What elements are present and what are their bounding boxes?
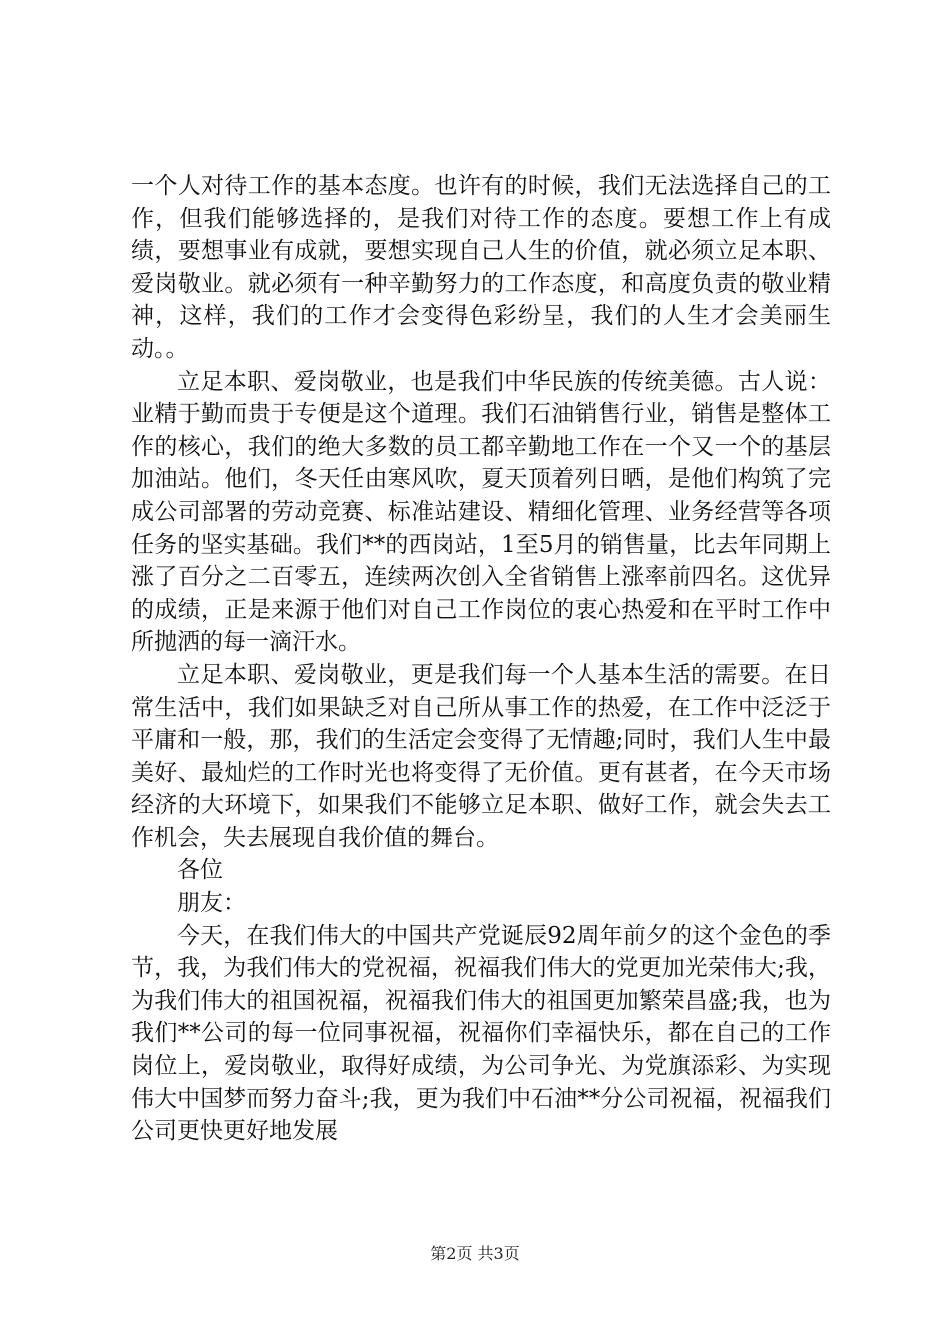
page-number-footer: 第2页 共3页 xyxy=(430,1244,520,1263)
paragraph-1: 一个人对待工作的基本态度。也许有的时候，我们无法选择自己的工作，但我们能够选择的，是我们对待工作的态度。要想工作上有成绩，要想事业有成就，要想实现自己人生的价值，就必须立足本职、爱岗敬业。就必须有一种辛勤努力的工作态度，和高度负责的敬业精神，这样，我们的工作才会变得色彩纷呈，我们的人生才会美丽生动。。 xyxy=(131,173,831,362)
paragraph-salutation-1: 各位 xyxy=(177,857,223,884)
document-body xyxy=(131,170,831,1148)
paragraph-2: 立足本职、爱岗敬业，也是我们中华民族的传统美德。古人说：业精于勤而贵于专便是这个道理。我们石油销售行业，销售是整体工作的核心，我们的绝大多数的员工都辛勤地工作在一个又一个的基层加油站。他们，冬天任由寒风吹，夏天顶着列日晒，是他们构筑了完成公司部署的劳动竞赛、标准站建设、精细化管理、业务经营等各项任务的坚实基础。我们**的西岗站，1至5月的销售量，比去年同期上涨了百分之二百零五，连续两次创入全省销售上涨率前四名。这优异的成绩，正是来源于他们对自己工作岗位的衷心热爱和在平时工作中所抛洒的每一滴汗水。 xyxy=(131,368,831,656)
paragraph-3: 立足本职、爱岗敬业，更是我们每一个人基本生活的需要。在日常生活中，我们如果缺乏对自己所从事工作的热爱，在工作中泛泛于平庸和一般，那，我们的生活定会变得了无情趣;同时，我们人生中最美好、最灿烂的工作时光也将变得了无价值。更有甚者，在今天市场经济的大环境下，如果我们不能够立足本职、做好工作，就会失去工作机会，失去展现自我价值的舞台。 xyxy=(131,661,831,851)
paragraph-salutation-2: 朋友： xyxy=(177,890,246,917)
paragraph-4: 今天，在我们伟大的中国共产党诞辰92周年前夕的这个金色的季节，我，为我们伟大的党祝福，祝福我们伟大的党更加光荣伟大;我，为我们伟大的祖国祝福，祝福我们伟大的祖国更加繁荣昌盛;我，也为我们**公司的每一位同事祝福，祝福你们幸福快乐，都在自己的工作岗位上，爱岗敬业，取得好成绩，为公司争光、为党旗添彩、为实现伟大中国梦而努力奋斗;我，更为我们中石油**分公司祝福，祝福我们公司更快更好地发展 xyxy=(131,922,831,1145)
